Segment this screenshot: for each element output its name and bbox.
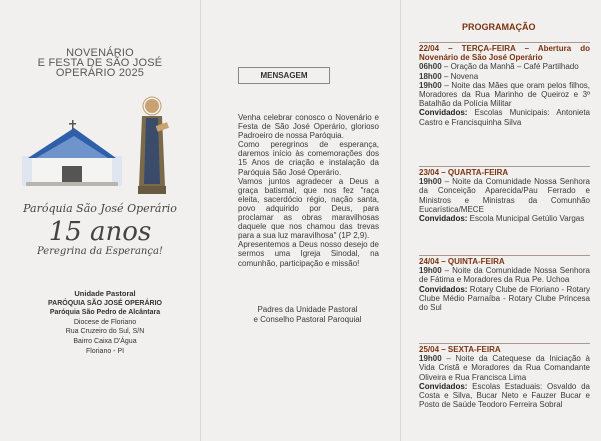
message-paragraph: Venha celebrar conosco o Novenário e Festa de São José Operário, glorioso Padroeiro de nossa Paróquia. [238,113,379,141]
signature-line: e Conselho Pastoral Paroquial [253,315,362,324]
title-line: OPERÁRIO 2025 [55,67,145,79]
day-title [419,255,590,266]
diocese: Diocese de Floriano [73,318,137,326]
day-title-extra: – Abertura do Novenário de São José Operário [419,44,590,63]
anniversary-script: 15 anos [48,217,152,247]
fold-line-right [400,0,401,441]
message-paragraph: Apresentemos a Deus nosso desejo de sermos uma Igreja Sinodal, na comunhão, participação e missão! [238,240,379,268]
church-illustration [22,118,122,190]
unit-name: Unidade Pastoral [74,289,136,298]
program-day [419,42,590,127]
schedule-item [419,72,590,81]
parish-name: PARÓQUIA SÃO JOSÉ OPERÁRIO [48,299,162,307]
program-day [419,343,590,409]
guests-label: Convidados: [419,108,468,118]
item-text: – Noite da Comunidade Nossa Senhora da Conceição Aparecida/Pau Ferrado e Ministros e Ministras da Comunhão Eucarística/MECE [419,177,590,214]
schedule-item [419,177,590,214]
message-signature [225,305,390,325]
schedule-item [419,81,590,109]
saint-joseph-statue [132,96,172,196]
item-time: 19h00 [419,266,442,276]
program-heading: PROGRAMAÇÃO [462,22,536,32]
item-text: – Novena [441,71,479,81]
item-text: – Noite da Catequese da Iniciação à Vida Cristã e Moradores da Rua Comandante Oliveira e Rua Francisca Lima [419,354,590,382]
guests-text: Escola Municipal Getúlio Vargas [467,214,585,224]
program-day [419,166,590,223]
item-time: 18h00 [419,71,442,81]
slogan-script: Peregrina da Esperança! [37,246,163,257]
day-title [419,343,590,354]
day-title [419,42,590,62]
neighborhood: Bairro Caixa D'Água [73,337,137,345]
day-date: 24/04 – QUINTA-FEIRA [419,257,505,266]
message-paragraph: Vamos juntos agradecer a Deus a graça batismal, que nos fez "raça eleita, sacerdócio régio, nação santa, povo adquirido por Deus, para proclamar as obras maravilhosas daquele que nos chamou das trevas para a sua luz maravilhosa" (1P 2,9). [238,176,379,241]
message-heading: MENSAGEM [238,67,330,84]
guests-label: Convidados: [419,214,468,224]
guests-label: Convidados: [419,284,468,294]
message-paragraph: Como peregrinos de esperança, daremos início às comemorações dos 15 Anos de criação e instalação da Paróquia São José Operário. [238,140,379,177]
item-time: 19h00 [419,354,442,364]
day-date: 25/04 – SEXTA-FEIRA [419,345,501,354]
schedule-item [419,266,590,284]
item-text: – Noite da Comunidade Nossa Senhora de Fátima e Moradores da Rua Pe. Uchoa [419,266,590,285]
parish-name-script: Paróquia São José Operário [23,202,177,215]
parish-address-block [30,289,180,356]
schedule-item [419,354,590,382]
schedule-item [419,62,590,71]
item-time: 06h00 [419,62,442,72]
guests-text: Escolas Estaduais: Osvaldo da Costa e Silva, Bucar Neto e Fauzer Bucar e Posto de Saúde Teodoro Ferreira Sobral [419,381,590,410]
guests [419,285,590,313]
item-text: – Noite das Mães que oram pelos filhos, Moradores da Rua Marinho de Queiroz e 3º Batalhão da Polícia Militar [419,80,590,109]
day-title [419,166,590,177]
item-time: 19h00 [419,80,442,90]
day-date: 22/04 – TERÇA-FEIRA [419,44,516,53]
item-text: – Oração da Manhã – Café Partilhado [441,62,579,72]
signature-line: Padres da Unidade Pastoral [257,305,358,314]
guests-text: Escolas Municipais: Antonieta Castro e Francisquinha Silva [419,108,590,127]
city: Floriano - PI [85,347,125,355]
item-time: 19h00 [419,177,442,187]
guests [419,382,590,410]
guests [419,108,590,126]
street: Rua Cruzeiro do Sul, S/N [65,328,145,336]
guests-label: Convidados: [419,381,468,391]
title-line: E FESTA DE SÃO JOSÉ [37,57,163,69]
second-parish-name: Paróquia São Pedro de Alcântara [49,309,161,317]
guests [419,214,590,223]
guests-text: Rotary Clube de Floriano - Rotary Clube Médio Parnaíba - Rotary Clube Princesa do Sul [419,284,590,313]
program-day [419,255,590,312]
title-line: NOVENÁRIO [66,47,134,59]
leaflet-title [10,48,190,78]
day-date: 23/04 – QUARTA-FEIRA [419,168,509,177]
fold-line-left [200,0,201,441]
message-body [238,113,379,268]
